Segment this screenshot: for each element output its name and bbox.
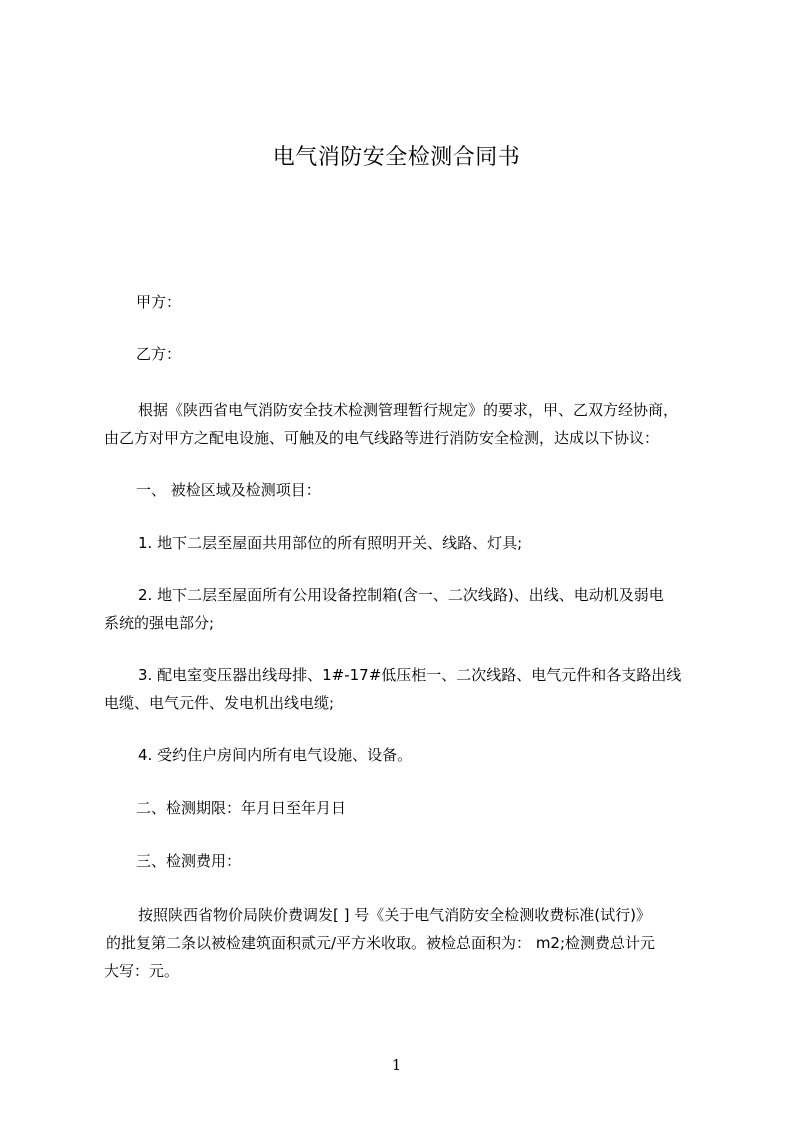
item-2-line-1: 2. 地下二层至屋面所有公用设备控制箱(含一、二次线路)、出线、电动机及弱电 <box>138 586 664 604</box>
section-2-heading: 二、检测期限：年月日至年月日 <box>136 799 347 817</box>
page-number: 1 <box>391 1056 402 1074</box>
item-3-line-1: 3. 配电室变压器出线母排、1#-17#低压柜一、二次线路、电气元件和各支路出线 <box>138 666 682 684</box>
party-a-label: 甲方： <box>136 293 182 311</box>
item-3-line-2: 电缆、电气元件、发电机出线电缆; <box>104 694 335 712</box>
item-4-line-1: 4. 受约住户房间内所有电气设施、设备。 <box>138 746 413 764</box>
item-1-line-1: 1. 地下二层至屋面共用部位的所有照明开关、线路、灯具; <box>138 534 523 552</box>
party-b-label: 乙方： <box>136 345 182 363</box>
fee-line-1: 按照陕西省物价局陕价费调发[ ] 号《关于电气消防安全检测收费标准(试行)》 <box>138 906 651 924</box>
section-1-heading: 一、 被检区域及检测项目： <box>136 481 321 499</box>
intro-line-1: 根据《陕西省电气消防安全技术检测管理暂行规定》的要求，甲、乙双方经协商， <box>138 401 679 419</box>
fee-line-3: 大写：元。 <box>104 962 180 980</box>
fee-line-2: 的批复第二条以被检建筑面积贰元/平方米收取。被检总面积为： m2;检测费总计元 <box>106 934 656 952</box>
section-3-heading: 三、检测费用： <box>136 852 242 870</box>
document-title: 电气消防安全检测合同书 <box>272 145 521 170</box>
intro-line-2: 由乙方对甲方之配电设施、可触及的电气线路等进行消防安全检测，达成以下协议： <box>104 429 660 447</box>
item-2-line-2: 系统的强电部分; <box>104 614 215 632</box>
